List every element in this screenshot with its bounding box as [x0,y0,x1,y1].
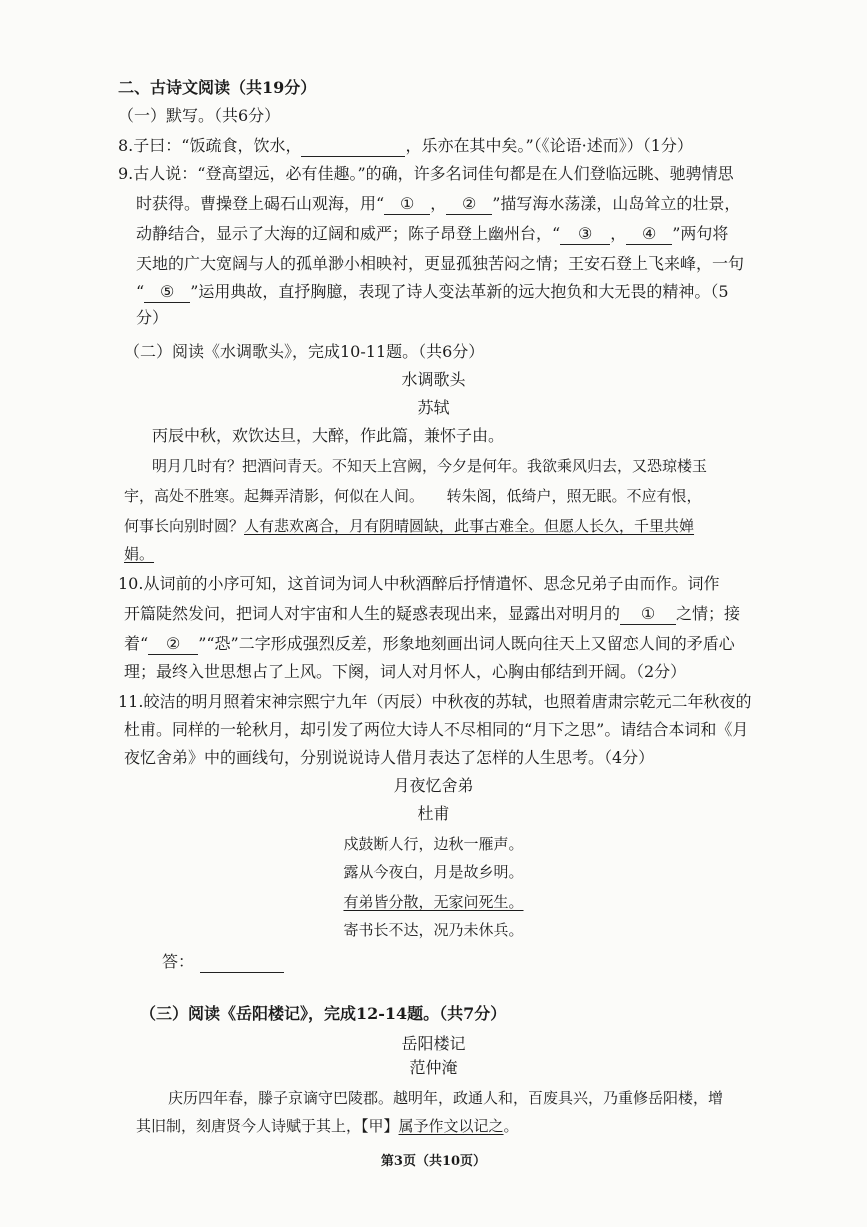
q10-blank-1[interactable]: ① [620,604,676,625]
section-title: 二、古诗文阅读（共19分） [118,78,317,97]
q9-text: “ [136,282,145,301]
q9-line-5 [136,282,729,303]
poem1-line-2: 宇，高处不胜寒。起舞弄清影，何似在人间。 转朱阁，低绮户，照无眠。不应有恨， [124,487,702,505]
prose-text: 其旧制，刻唐贤今人诗赋于其上，【甲】 [136,1117,399,1135]
poem1-author: 苏轼 [417,398,450,417]
q9-blank-3[interactable]: ③ [560,224,610,245]
q10-blank-2[interactable]: ② [148,634,198,655]
q9-text: ”两句将 [672,224,729,243]
poem1-title: 水调歌头 [401,370,466,389]
part1-title: （一）默写。（共6分） [118,106,281,125]
page-footer: 第3页（共10页） [380,1154,487,1169]
q10-text: 之情；接 [676,604,741,623]
q9-blank-4[interactable]: ④ [626,224,672,245]
q11-line-3: 夜忆舍弟》中的画线句，分别说说诗人借月表达了怎样的人生思考。（4分） [124,748,655,767]
q8-text-post: ，乐亦在其中矣。”（《论语·述而》）（1分） [405,136,693,155]
prose-text: 。 [503,1117,519,1135]
q9-line-4: 天地的广大宽阔与人的孤单渺小相映衬，更显孤独苦闷之情；王安石登上飞来峰，一句 [136,254,745,273]
poem2-line-2: 露从今夜白，月是故乡明。 [343,863,524,881]
q10-line-4: 理；最终入世思想占了上风。下阕，词人对月怀人，心胸由郁结到开阔。（2分） [124,662,687,681]
q9-text: 动静结合，显示了大海的辽阔和威严；陈子昂登上幽州台，“ [136,224,561,243]
q10-line-1: 10.从词前的小序可知，这首词为词人中秋酒醉后抒情遣怀、思念兄弟子由而作。词作 [118,574,720,593]
q8-answer-blank[interactable] [301,136,405,157]
q11-line-1: 11.皎洁的明月照着宋神宗熙宁九年（丙辰）中秋夜的苏轼，也照着唐肃宗乾元二年秋夜的 [118,692,752,711]
poem1-line-4 [124,544,154,564]
q10-line-2 [124,604,740,625]
q11-line-2: 杜甫。同样的一轮秋月，却引发了两位大诗人不尽相同的“月下之思”。请结合本词和《月 [124,720,749,739]
q9-text: 时获得。曹操登上碣石山观海，用“ [136,194,385,213]
poem2-line-3 [0,892,867,912]
poem1-line-3 [124,516,694,536]
prose-title: 岳阳楼记 [401,1034,466,1053]
poem2-underlined-text: 有弟皆分散，无家问死生。 [343,893,524,911]
q9-line-1: 9.古人说：“登高望远，必有佳趣。”的确，许多名词佳句都是在人们登临远眺、驰骋情思 [118,164,734,183]
q9-line-2: 时获得。曹操登上碣石山观海，用“ ① ， ② ”描写海水荡漾，山岛耸立的壮景， [136,194,741,213]
poem1-underlined-text: 娟。 [124,545,155,563]
q9-text: ”描写海水荡漾，山岛耸立的壮景， [492,194,741,213]
answer-blank[interactable] [200,952,284,973]
poem2-title: 月夜忆舍弟 [393,776,474,795]
poem1-line-1: 明月几时有？把酒问青天。不知天上宫阙，今夕是何年。我欲乘风归去，又恐琼楼玉 [152,457,708,475]
q9-blank-5[interactable]: ⑤ [144,282,190,303]
q9-line-3: 动静结合，显示了大海的辽阔和威严；陈子昂登上幽州台，“ ③ ， ④ ”两句将 [136,224,729,243]
part3-title: （三）阅读《岳阳楼记》，完成12-14题。（共7分） [140,1004,507,1023]
prose-author: 范仲淹 [409,1058,458,1077]
answer-label: 答： [162,952,195,971]
q10-text: 着“ [124,634,149,653]
q9-blank-2[interactable]: ② [446,194,492,215]
poem1-preface: 丙辰中秋，欢饮达旦，大醉，作此篇，兼怀子由。 [152,426,505,445]
question-8 [118,136,693,157]
q8-text-pre: 8.子曰：“饭疏食，饮水， [118,136,302,155]
q10-text: ”“恐”二字形成强烈反差，形象地刻画出词人既向往天上又留恋人间的矛盾心 [198,634,735,653]
q9-line-6: 分） [136,308,169,327]
q10-text: 开篇陡然发问，把词人对宇宙和人生的疑惑表现出来，显露出对明月的 [124,604,621,623]
prose-line-2 [136,1116,519,1136]
q10-line-3 [124,634,735,655]
poem2-author: 杜甫 [417,804,450,823]
q9-text: ”运用典故，直抒胸臆，表现了诗人变法革新的远大抱负和大无畏的精神。（5 [190,282,729,301]
prose-underlined-text: 属予作文以记之 [398,1117,504,1135]
prose-line-1: 庆历四年春，滕子京谪守巴陵郡。越明年，政通人和，百废具兴，乃重修岳阳楼，增 [168,1089,724,1107]
q9-blank-1[interactable]: ① [384,194,430,215]
poem2-line-1: 戍鼓断人行，边秋一雁声。 [343,835,524,853]
poem1-text: 何事长向别时圆？ [124,517,245,535]
poem1-underlined-text: 人有悲欢离合，月有阴晴圆缺，此事古难全。但愿人长久，千里共婵 [244,517,695,535]
part2-title: （二）阅读《水调歌头》，完成10-11题。（共6分） [124,342,485,361]
poem2-line-4: 寄书长不达，况乃未休兵。 [343,921,524,939]
answer-row [162,952,284,973]
